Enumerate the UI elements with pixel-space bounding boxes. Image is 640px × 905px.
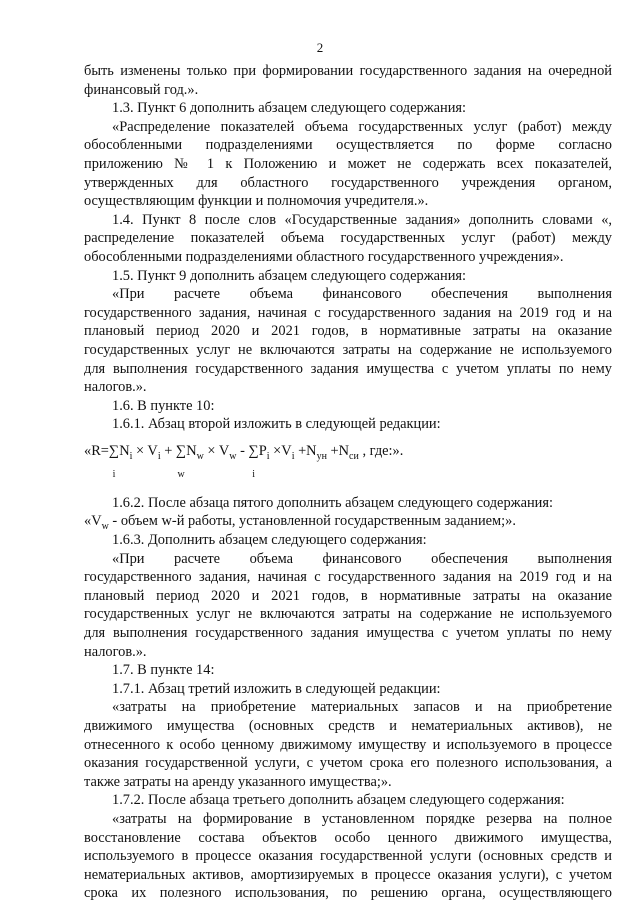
text-line: 1.6.2. После абзаца пятого дополнить абзацем следующего содержания: [112, 494, 553, 511]
text-line: финансовый год.». [84, 81, 199, 98]
text-line: 1.6.3. Дополнить абзацем следующего содержания: [112, 532, 427, 549]
term-n-sub: i [129, 450, 133, 462]
text-line: также затраты на аренду указанного имущества;». [84, 773, 392, 790]
text-line: 1.3. Пункт 6 дополнить абзацем следующего содержания: [112, 100, 467, 117]
sum-symbol: ∑ [175, 442, 187, 459]
text-line: быть изменены только при формировании государственного задания на очередной [84, 63, 612, 79]
text-line: «затраты на приобретение материальных запасов и на приобретение [112, 699, 612, 716]
term-nsi: +N [326, 442, 350, 459]
text-line: осуществляющим функции и полномочия учредителя.». [84, 193, 429, 210]
text-line: государственного задания, начиная с государственного задания на 2019 год и на [84, 569, 612, 586]
text-line: 1.6. В пункте 10: [112, 397, 215, 414]
formula-end: , где:». [358, 442, 404, 459]
text-line: 1.7.1. Абзац третий изложить в следующей редакции: [112, 680, 441, 697]
term-nw-sub: w [196, 450, 204, 462]
text-line: 1.5. Пункт 9 дополнить абзацем следующего содержания: [112, 267, 467, 284]
text-line: государственного задания, начиная с государственного задания на 2019 год и на [84, 304, 612, 321]
text-line: для выполнения государственного задания имущества с учетом уплаты по нему [84, 625, 612, 642]
sum-index: i [112, 468, 116, 480]
term-vw-sub: w [229, 450, 237, 462]
vw-sub: w [101, 521, 109, 533]
text-line: государственных услуг не включаются затраты на содержание не используемого [84, 341, 612, 358]
sum-w [176, 440, 186, 486]
text-line: срока их полезного использования, по решению органа, осуществляющего [84, 885, 612, 902]
sum-i-2 [249, 440, 259, 486]
text-line: «затраты на формирование в установленном порядке резерва на полное [112, 810, 612, 827]
text-line: налогов.». [84, 643, 147, 660]
term-p: P [258, 442, 267, 459]
term-vi: ×V [269, 442, 292, 459]
minus-sign: - [236, 442, 249, 459]
term-vw: × V [203, 442, 230, 459]
sum-symbol: ∑ [108, 442, 120, 459]
text-line: используемого в процессе оказания государственной услуги (основных средств и [84, 848, 612, 865]
text-line: «При расчете объема финансового обеспечения выполнения [112, 286, 612, 303]
text-line: 1.7.2. После абзаца третьего дополнить абзацем следующего содержания: [112, 792, 565, 809]
text-block-1 [84, 62, 612, 434]
spacer [84, 480, 612, 494]
text-block-2 [84, 494, 612, 903]
sum-i-1 [109, 440, 119, 486]
term-nun-sub: ун [316, 450, 327, 462]
sum-index: w [177, 468, 185, 480]
text-line: 1.7. В пункте 14: [112, 662, 215, 679]
term-n: N [119, 442, 130, 459]
term-p-sub: i [266, 450, 270, 462]
text-line: государственных услуг не включаются затраты на содержание не используемого [84, 606, 612, 623]
formula-start: «R= [84, 442, 109, 459]
term-nun: +N [294, 442, 317, 459]
text-line [84, 512, 612, 531]
text-line: «При расчете объема финансового обеспечения выполнения [112, 550, 612, 567]
term-v-sub: i [157, 450, 161, 462]
document-body [84, 62, 612, 903]
text-line: приложению № 1 к Положению и может не содержать всех показателей, [84, 155, 612, 172]
text-line: для выполнения государственного задания имущества с учетом уплаты по нему [84, 360, 612, 377]
page-number: 2 [316, 40, 324, 55]
text-line: «Распределение показателей объема государственных услуг (работ) между [112, 118, 612, 135]
vw-rest: - объем w-й работы, установленной государственным заданием;». [108, 513, 516, 530]
formula-r [84, 440, 612, 480]
text-line: плановый период 2020 и 2021 годов, в нормативные затраты на оказание [84, 323, 612, 340]
term-vi-sub: i [291, 450, 295, 462]
text-line: налогов.». [84, 379, 147, 396]
sum-symbol: ∑ [248, 442, 259, 459]
vw-open: «V [84, 513, 102, 530]
text-line: утвержденных для областного государственного учреждения органом, [84, 174, 612, 191]
text-line: распределение показателей объема государственных услуг (работ) между [84, 230, 612, 247]
text-line: 1.4. Пункт 8 после слов «Государственные задания» дополнить словами «, [112, 211, 612, 228]
plus-sign: + [160, 442, 176, 459]
text-line: нематериальных активов, амортизируемых в процессе оказания услуги), с учетом [84, 866, 612, 883]
text-line: оказания государственной услуги, с учетом срока его полезного использования, а [84, 755, 612, 772]
text-line: отнесенного к особо ценному движимому имуществу и используемого в процессе [84, 736, 612, 753]
text-line: обособленными подразделениями областного государственного учреждения». [84, 248, 564, 265]
text-line: движимого имущества (основных средств и нематериальных активов), не [84, 718, 612, 734]
text-line: 1.6.1. Абзац второй изложить в следующей редакции: [112, 416, 441, 433]
term-v: × V [132, 442, 158, 459]
text-line: плановый период 2020 и 2021 годов, в нормативные затраты на оказание [84, 587, 612, 604]
term-nw: N [186, 442, 197, 459]
text-line: восстановление состава объектов особо ценного движимого имущества, [84, 829, 612, 846]
text-line: обособленными подразделениями осуществляется по форме согласно [84, 137, 612, 154]
sum-index: i [252, 468, 256, 480]
term-nsi-sub: си [349, 450, 359, 462]
